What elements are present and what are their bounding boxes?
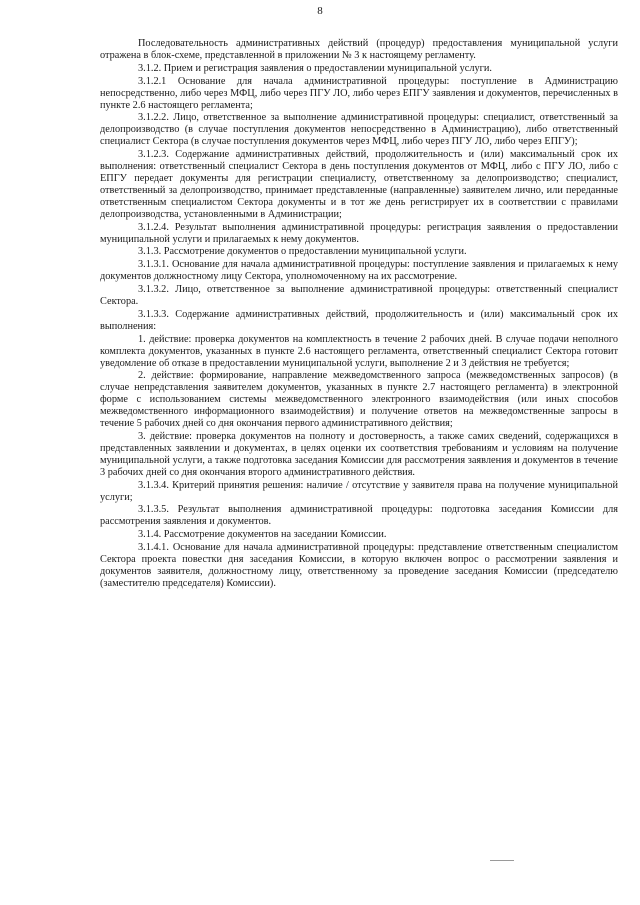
list-item: 1. действие: проверка документов на комплектность в течение 2 рабочих дней. В случае подачи неполного комплекта документов, указанных в пункте 2.6 настоящего регламента, ответственный специалист Сектора готовит уведомление об отказе в предоставлении муниципальной услуги, выполнение 2 и 3 действия не требуется;	[100, 333, 618, 369]
paragraph: Последовательность административных действий (процедур) предоставления муниципальной услуги отражена в блок-схеме, представленной в приложении № 3 к настоящему регламенту.	[100, 38, 618, 61]
section-heading: 3.1.2. Прием и регистрация заявления о предоставлении муниципальной услуги.	[138, 62, 492, 74]
paragraph: 3.1.4.1. Основание для начала административной процедуры: представление ответственным специалистом Сектора проекта повестки дня заседания Комиссии, в которую включен вопрос о рассмотрении заявления и документов заявителя, должностному лицу, ответственному за проведение заседания Комиссии (председателю (заместителю председателя) Комиссии).	[100, 542, 618, 589]
list-item: 3. действие: проверка документов на полноту и достоверность, а также самих сведений, содержащихся в представленных заявлении и документах, в целях оценки их соответствия требованиям и условиям на получение муниципальной услуги, а также подготовка заседания Комиссии для рассмотрения заявления и документов в течение 3 рабочих дней со дня окончания второго административного действия.	[100, 431, 618, 478]
paragraph: 3.1.2.2. Лицо, ответственное за выполнение административной процедуры: специалист, ответственный за делопроизводство (в случае поступления документов непосредственно в Администрацию), либо ответственный специалист Сектора (в случае поступления документов через МФЦ, либо через ПГУ ЛО, либо через ЕПГУ);	[100, 112, 618, 148]
paragraph: 3.1.2.1 Основание для начала административной процедуры: поступление в Администрацию непосредственно, либо через МФЦ, либо через ПГУ ЛО, либо через ЕПГУ заявления и документов, перечисленных в пункте 2.6 настоящего регламента;	[100, 75, 618, 111]
list-item: 2. действие: формирование, направление межведомственного запроса (межведомственных запросов) (в случае непредставления заявителем документов, указанных в пункте 2.7 настоящего регламента) в электронной форме с использованием системы межведомственного электронного взаимодействия (или иных способов межведомственного информационного взаимодействия) и получение ответов на межведомственные запросы в течение 5 рабочих дней со дня окончания первого административного действия;	[100, 370, 618, 430]
paragraph: 3.1.3.2. Лицо, ответственное за выполнение административной процедуры: ответственный специалист Сектора.	[100, 284, 618, 308]
page-number: 8	[317, 5, 323, 17]
paragraph: 3.1.3.5. Результат выполнения административной процедуры: подготовка заседания Комиссии для рассмотрения заявления и документов.	[100, 504, 618, 528]
section-heading: 3.1.4. Рассмотрение документов на заседании Комиссии.	[138, 529, 387, 541]
footer-divider	[490, 860, 514, 861]
paragraph: 3.1.3.4. Критерий принятия решения: наличие / отсутствие у заявителя права на получение муниципальной услуги;	[100, 479, 618, 503]
section-heading: 3.1.3. Рассмотрение документов о предоставлении муниципальной услуги.	[138, 246, 467, 258]
paragraph: 3.1.2.3. Содержание административных действий, продолжительность и (или) максимальный срок их выполнения: ответственный специалист Сектора в день поступления документов от МФЦ, либо с ПГУ ЛО, либо с ЕПГУ передает документы для регистрации специалисту, ответственному за делопроизводство; специалист, ответственный за делопроизводство, принимает представленные (направленные) заявителем лично, или переданные ответственным специалистом Сектора документы и в тот же день регистрирует их в соответствии с правилами делопроизводства, установленными в Администрации;	[100, 149, 618, 220]
document-body	[100, 38, 618, 591]
paragraph: 3.1.3.3. Содержание административных действий, продолжительность и (или) максимальный срок их выполнения:	[100, 308, 618, 332]
paragraph: 3.1.3.1. Основание для начала административной процедуры: поступление заявления и прилагаемых к нему документов должностному лицу Сектора, уполномоченному на их рассмотрение.	[100, 259, 618, 283]
paragraph: 3.1.2.4. Результат выполнения административной процедуры: регистрация заявления о предоставлении муниципальной услуги и прилагаемых к нему документов.	[100, 221, 618, 245]
